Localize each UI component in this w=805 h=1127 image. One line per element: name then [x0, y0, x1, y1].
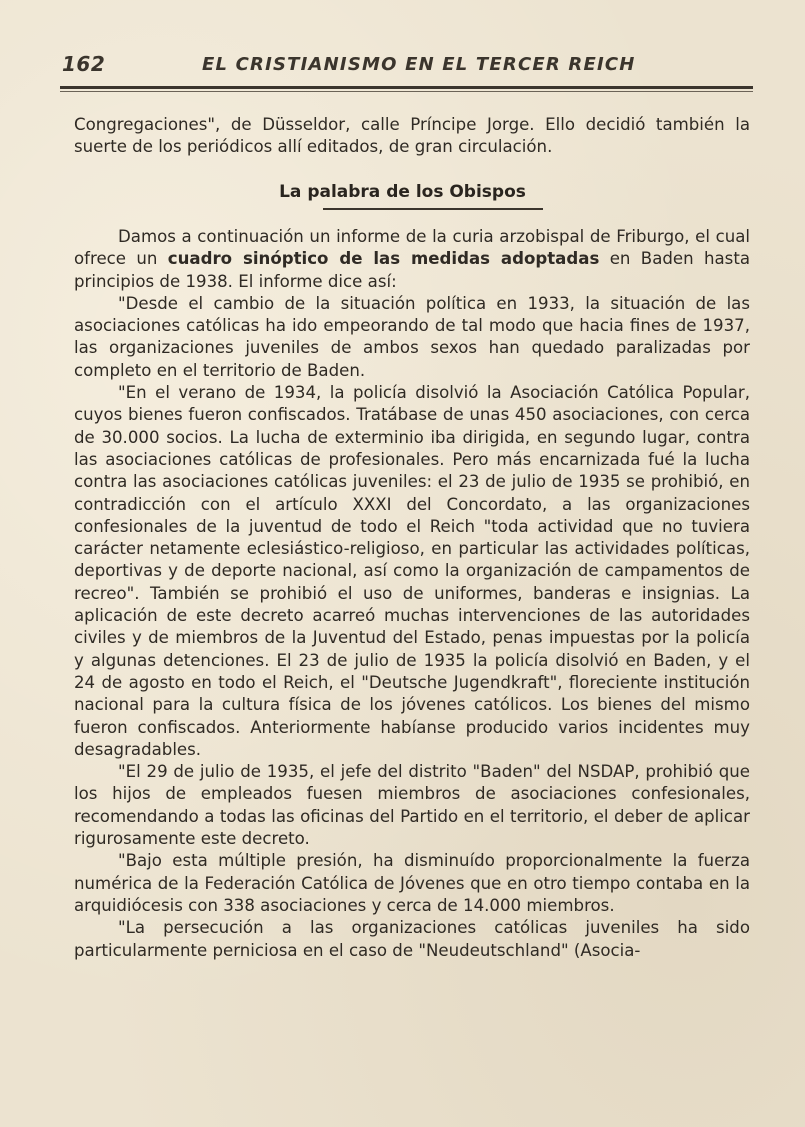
- section-heading: La palabra de los Obispos: [279, 182, 526, 202]
- paragraph-1: [74, 226, 750, 293]
- paragraph-2: "Desde el cambio de la situación política en 1933, la situación de las asociaciones católicas ha ido empeorando de tal modo que hacia fines de 1937, las organizaciones juveniles de ambos sexos han quedado paralizadas por completo en el territorio de Baden.: [74, 293, 750, 380]
- paragraph-1-end: en Baden hasta principios de 1938. El informe dice así:: [74, 249, 750, 291]
- intro-block: [74, 114, 750, 159]
- paragraph-4: "El 29 de julio de 1935, el jefe del distrito "Baden" del NSDAP, prohibió que los hijos de empleados fuesen miembros de asociaciones confesionales, recomendando a todas las oficinas del Partido en el territorio, el deber de aplicar rigurosamente este decreto.: [74, 762, 750, 849]
- page-header: [62, 52, 752, 82]
- paragraph-5: "Bajo esta múltiple presión, ha disminuído proporcionalmente la fuerza numérica de la Federación Católica de Jóvenes que en otro tiempo contaba en la arquidiócesis con 338 asociaciones y cerca de 14.000 miembros.: [74, 851, 750, 915]
- section-heading-rule: [323, 208, 543, 210]
- page-number: 162: [62, 52, 106, 76]
- main-text: [74, 226, 750, 962]
- paragraph-3: "En el verano de 1934, la policía disolvió la Asociación Católica Popular, cuyos bienes fueron confiscados. Tratábase de unas 450 asociaciones, con cerca de 30.000 socios. La lucha de exterminio iba dirigida, en segundo lugar, contra las asociaciones católicas de profesionales. Pero más encarnizada fué la lucha contra las asociaciones católicas juveniles: el 23 de julio de 1935 se prohibió, en contradicción con el artículo XXXI del Concordato, a las organizaciones confesionales de la juventud de todo el Reich "toda actividad que no tuviera carácter netamente eclesiástico-religioso, en particular las actividades políticas, deportivas y de deporte nacional, así como la organización de campamentos de recreo". También se prohibió el uso de uniformes, banderas e insignias. La aplicación de este decreto acarreó muchas intervenciones de las autoridades civiles y de miembros de la Juventud del Estado, penas impuestas por la policía y algunas detenciones. El 23 de julio de 1935 la policía disolvió en Baden, y el 24 de agosto en todo el Reich, el "Deutsche Jugendkraft", floreciente institución nacional para la cultura física de los jóvenes católicos. Los bienes del mismo fueron confiscados. Anteriormente habíanse producido varios incidentes muy desagradables.: [74, 383, 750, 759]
- intro-paragraph: Congregaciones", de Düsseldor, calle Príncipe Jorge. Ello decidió también la suerte de los periódicos allí editados, de gran circulación.: [74, 115, 750, 157]
- header-rule-thin: [60, 91, 753, 92]
- paragraph-1-start: Damos a continuación un informe de la curia arzobispal de Friburgo, el cual ofrece un: [74, 227, 750, 269]
- running-title: EL CRISTIANISMO EN EL TERCER REICH: [202, 54, 636, 75]
- paragraph-1-bold: cuadro sinóptico de las medidas adoptadas: [167, 249, 600, 269]
- paragraph-6: "La persecución a las organizaciones católicas juveniles ha sido particularmente perniciosa en el caso de "Neudeutschland" (Asocia-: [74, 918, 750, 960]
- header-rule: [60, 86, 753, 89]
